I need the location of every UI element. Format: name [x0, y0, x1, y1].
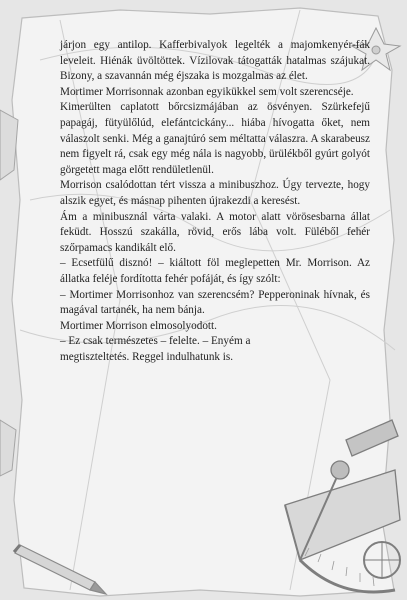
paragraph-5: Ám a minibusznál várta valaki. A motor alatt vörösesbarna állat feküdt. Hosszú szakálla, rövid, erős lába volt. Füléből fehér szőrpamacs kandikált elő. — [60, 210, 370, 254]
story-text — [60, 38, 370, 365]
paragraph-2: Mortimer Morrisonnak azonban egyikükkel sem volt szerencséje. — [60, 85, 354, 98]
paragraph-6: – Ecsetfülű disznó! – kiáltott föl meglepetten Mr. Morrison. Az állatka feléje fordította fehér pofáját, és így szólt: — [60, 257, 370, 285]
paragraph-9: – Ez csak természetes – felelte. – Enyém a megtiszteltetés. Reggel indulhatunk is. — [60, 335, 251, 363]
paragraph-8: Mortimer Morrison elmosolyodott. — [60, 319, 217, 332]
paragraph-4: Morrison csalódottan tért vissza a minibuszhoz. Úgy tervezte, hogy alszik egyet, és másnap pihenten újrakezdi a keresést. — [60, 179, 370, 207]
paragraph-1: járjon egy antilop. Kafferbivalyok legelték a majomkenyér-fák leveleit. Hiénák üvöltöttek. Vízilovak tátogatták hatalmas szájukat. Bizony, a szavannán még éjszaka is mozgalmas az élet. — [60, 39, 370, 83]
paragraph-3: Kimerülten caplatott bőrcsizmájában az ösvényen. Szürkefejű papagáj, fütyülőlúd, elefántcickány... hiába hívogatta őket, nem válaszolt senki. Még a ganajtúró sem méltatta válaszra. A skarabeusz nem figyelt rá, csak egy még nála is nagyobb, ürülékből gyúrt golyót görgetett maga előtt rendületlenül. — [60, 101, 370, 176]
paragraph-7: – Mortimer Morrisonhoz van szerencsém? Pepperoninak hívnak, és magával tartanék, ha nem bánja. — [60, 288, 370, 317]
